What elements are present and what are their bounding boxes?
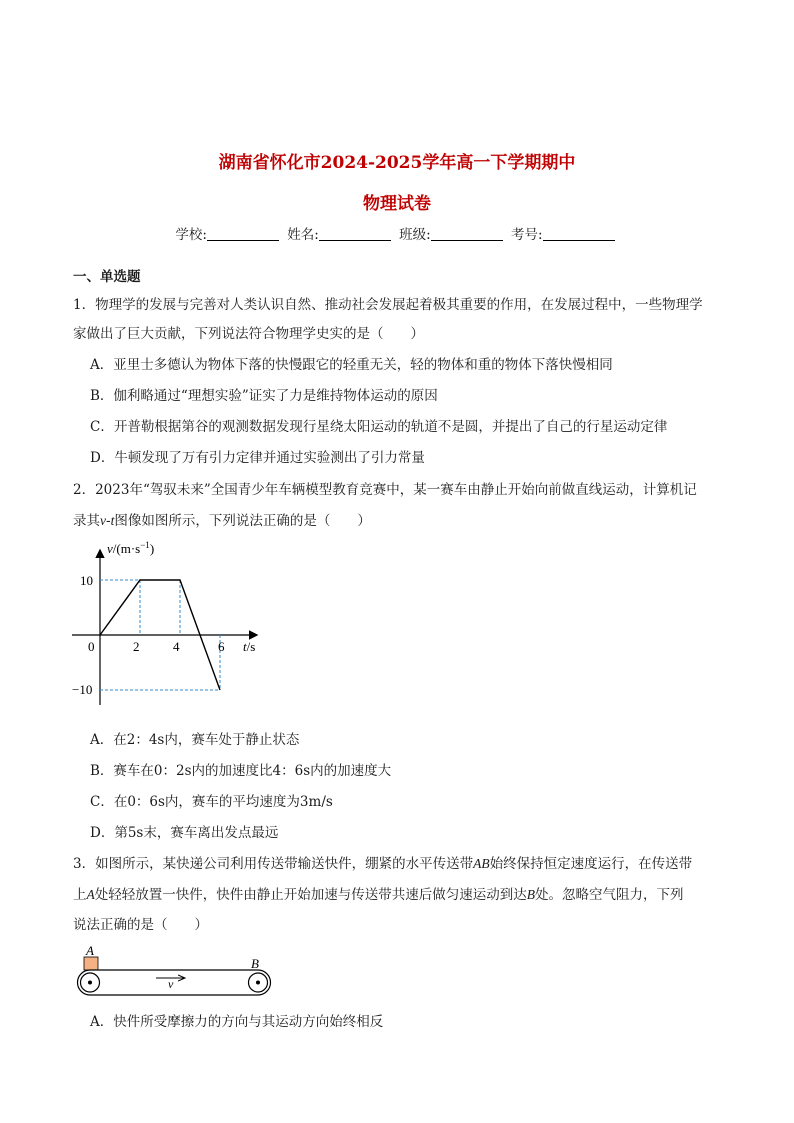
y-tick-10: 10 (80, 573, 93, 588)
question-3-text-1: 3．如图所示，某快递公司利用传送带输送快件，绷紧的水平传送带 (73, 856, 474, 872)
question-2-line-1: 2．2023年“驾驭未来”全国青少年车辆模型教育竞赛中，某一赛车由静止开始向前做直线运动，计算机记 (73, 482, 697, 498)
y-axis-label (107, 540, 154, 556)
x-tick-2: 2 (133, 639, 140, 654)
question-3-line-2 (73, 883, 684, 903)
origin-label: 0 (88, 639, 95, 654)
vt-graph (60, 535, 280, 715)
package-box (84, 957, 98, 970)
question-2-dash: - (106, 513, 111, 529)
question-3-text-2b: 处轻轻放置一快件，快件由静止开始加速与传送带共速后做匀速运动到达 (94, 887, 527, 903)
x-axis-label (243, 639, 255, 654)
question-2-option-b: B．赛车在0：2s内的加速度比4：6s内的加速度大 (90, 763, 392, 779)
label-b: B (251, 956, 259, 971)
y-axis-label-exp: −1 (140, 540, 150, 550)
exam-number-label: 考号: (511, 227, 543, 243)
question-3-var-ab: AB (473, 856, 490, 871)
question-3-var-b: B (526, 887, 535, 902)
question-1-option-b: B．伽利略通过“理想实验”证实了力是维持物体运动的原因 (90, 388, 438, 404)
question-2-option-a: A．在2：4s内，赛车处于静止状态 (90, 732, 300, 748)
question-3-var-a: A (86, 887, 95, 902)
class-blank (431, 228, 503, 241)
exam-number-blank (543, 228, 615, 241)
school-label: 学校: (175, 227, 207, 243)
question-1-option-d: D．牛顿发现了万有引力定律并通过实验测出了引力常量 (90, 450, 425, 466)
y-tick-neg10: −10 (72, 682, 93, 697)
class-label: 班级: (399, 227, 431, 243)
name-label: 姓名: (287, 227, 319, 243)
question-2-text-post: 图像如图所示，下列说法正确的是（ ） (114, 513, 371, 529)
question-3-line-3: 说法正确的是（ ） (73, 917, 208, 933)
x-axis-label-var: t (243, 639, 247, 654)
question-1-line-1: 1．物理学的发展与完善对人类认识自然、推动社会发展起着极其重要的作用，在发展过程中，一些物理学 (73, 297, 703, 313)
question-2-text-pre: 录其 (73, 513, 100, 529)
x-tick-6: 6 (218, 639, 225, 654)
x-tick-4: 4 (173, 639, 180, 654)
question-2-var-t: t (110, 513, 115, 528)
x-axis-label-unit: /s (246, 639, 256, 654)
conveyor-belt-diagram (70, 940, 280, 1000)
exam-title: 湖南省怀化市2024-2025学年高一下学期期中 (218, 153, 576, 173)
label-a: A (86, 943, 94, 958)
y-axis-label-unit: /(m·s (112, 541, 141, 556)
right-pulley-axle (256, 981, 260, 985)
school-blank (207, 228, 279, 241)
question-3-option-a: A．快件所受摩擦力的方向与其运动方向始终相反 (90, 1014, 384, 1030)
question-1-option-a: A．亚里士多德认为物体下落的快慢跟它的轻重无关，轻的物体和重的物体下落快慢相同 (90, 357, 613, 373)
section-title: 一、单选题 (73, 269, 141, 285)
question-2-var-v: v (100, 513, 106, 528)
label-v: v (168, 977, 174, 991)
y-axis-label-var: v (107, 541, 113, 556)
question-3-line-1 (73, 852, 692, 872)
name-blank (319, 228, 391, 241)
question-3-text-2c: 处。忽略空气阻力，下列 (535, 887, 684, 903)
student-info-row (0, 223, 794, 243)
y-axis-label-close: ) (149, 541, 155, 556)
question-1-option-c: C．开普勒根据第谷的观测数据发现行星绕太阳运动的轨道不是圆，并提出了自己的行星运动定律 (90, 419, 668, 435)
question-3-text-2a: 上 (73, 887, 87, 903)
question-2-option-d: D．第5s末，赛车离出发点最远 (90, 825, 279, 841)
question-2-option-c: C．在0：6s内，赛车的平均速度为3m/s (90, 794, 333, 810)
exam-subtitle: 物理试卷 (363, 194, 431, 214)
question-3-text-1b: 始终保持恒定速度运行，在传送带 (489, 856, 693, 872)
left-pulley-axle (88, 981, 92, 985)
question-1-line-2: 家做出了巨大贡献，下列说法符合物理学史实的是（ ） (73, 326, 424, 342)
question-2-line-2 (73, 509, 371, 529)
